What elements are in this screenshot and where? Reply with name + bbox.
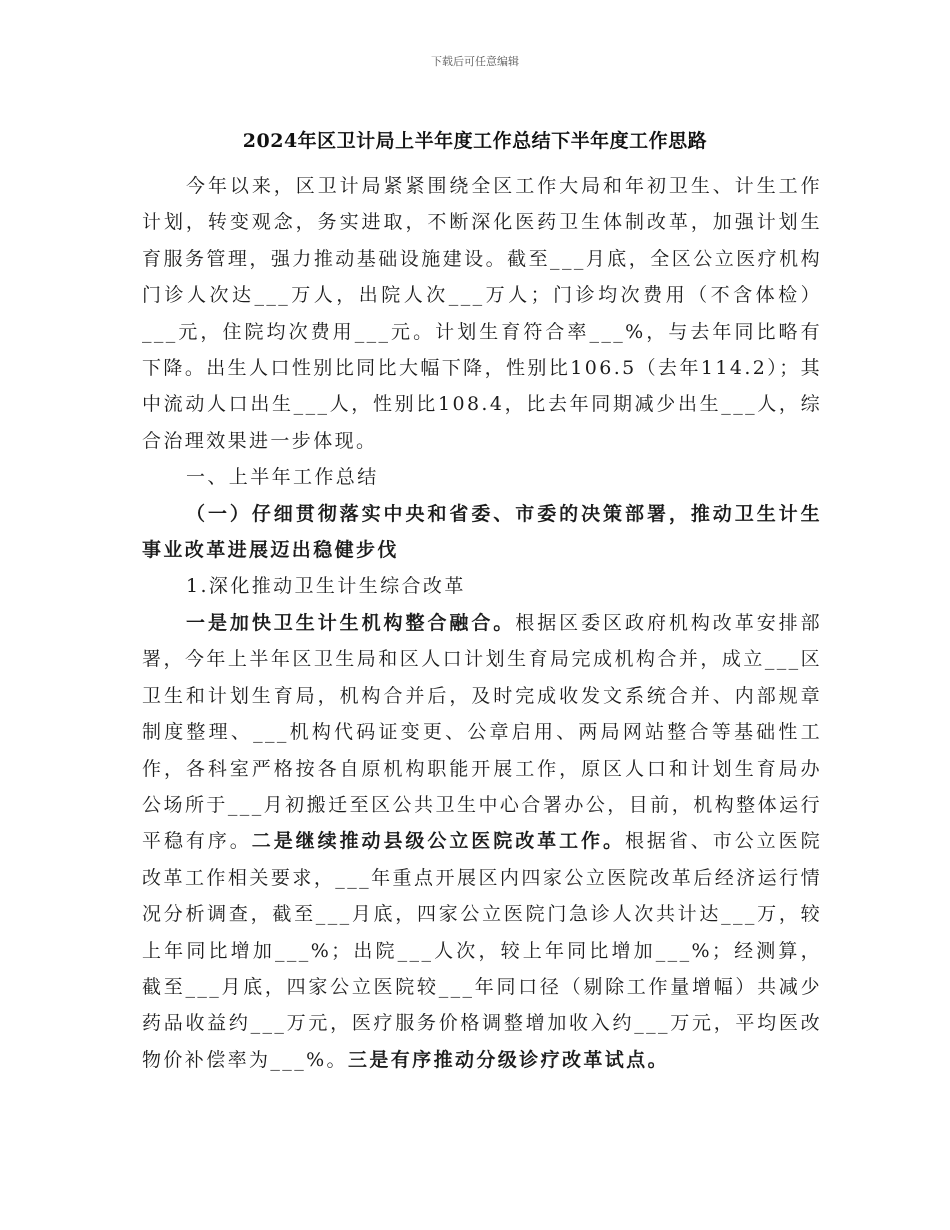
item-heading: 1.深化推动卫生计生综合改革	[186, 575, 466, 598]
reform-paragraph	[142, 605, 822, 1078]
document-body	[142, 168, 822, 1078]
lead-phrase-1: 一是加快卫生计生机构整合融合。	[186, 611, 516, 634]
subsection-heading: （一）仔细贯彻落实中央和省委、市委的决策部署，推动卫生计生事业改革进展迈出稳健步伐	[142, 502, 822, 562]
document-title: 2024年区卫计局上半年度工作总结下半年度工作思路	[242, 130, 708, 152]
page-header-note: 下载后可任意编辑	[431, 55, 519, 68]
paragraph-text-2: 根据省、市公立医院改革工作相关要求，___年重点开展区内四家公立医院改革后经济运行情况分析调查，截至___月底，四家公立医院门急诊人次共计达___万，较上年同比增加___%；出院___人次，较上年同比增加___%；经测算，截至___月底，四家公立医院较___年同口径（剔除工作量增幅）共减少药品收益约___万元，医疗服务价格调整增加收入约___万元，平均医改物价补偿率为___%。	[142, 830, 822, 1071]
intro-paragraph: 今年以来，区卫计局紧紧围绕全区工作大局和年初卫生、计生工作计划，转变观念，务实进取，不断深化医药卫生体制改革，加强计划生育服务管理，强力推动基础设施建设。截至___月底，全区公立医疗机构门诊人次达___万人，出院人次___万人；门诊均次费用（不含体检）___元，住院均次费用___元。计划生育符合率___%，与去年同比略有下降。出生人口性别比同比大幅下降，性别比106.5（去年114.2）；其中流动人口出生___人，性别比108.4，比去年同期减少出生___人，综合治理效果进一步体现。	[142, 175, 822, 452]
paragraph-text-1: 根据区委区政府机构改革安排部署，今年上半年区卫生局和区人口计划生育局完成机构合并，成立___区卫生和计划生育局，机构合并后，及时完成收发文系统合并、内部规章制度整理、___机构代码证变更、公章启用、两局网站整合等基础性工作，各科室严格按各自原机构职能开展工作，原区人口和计划生育局办公场所于___月初搬迁至区公共卫生中心合署办公，目前，机构整体运行平稳有序。	[142, 611, 822, 853]
lead-phrase-2: 二是继续推动县级公立医院改革工作。	[251, 830, 625, 853]
section-heading: 一、上半年工作总结	[186, 466, 379, 489]
lead-phrase-3: 三是有序推动分级诊疗改革试点。	[347, 1048, 669, 1071]
